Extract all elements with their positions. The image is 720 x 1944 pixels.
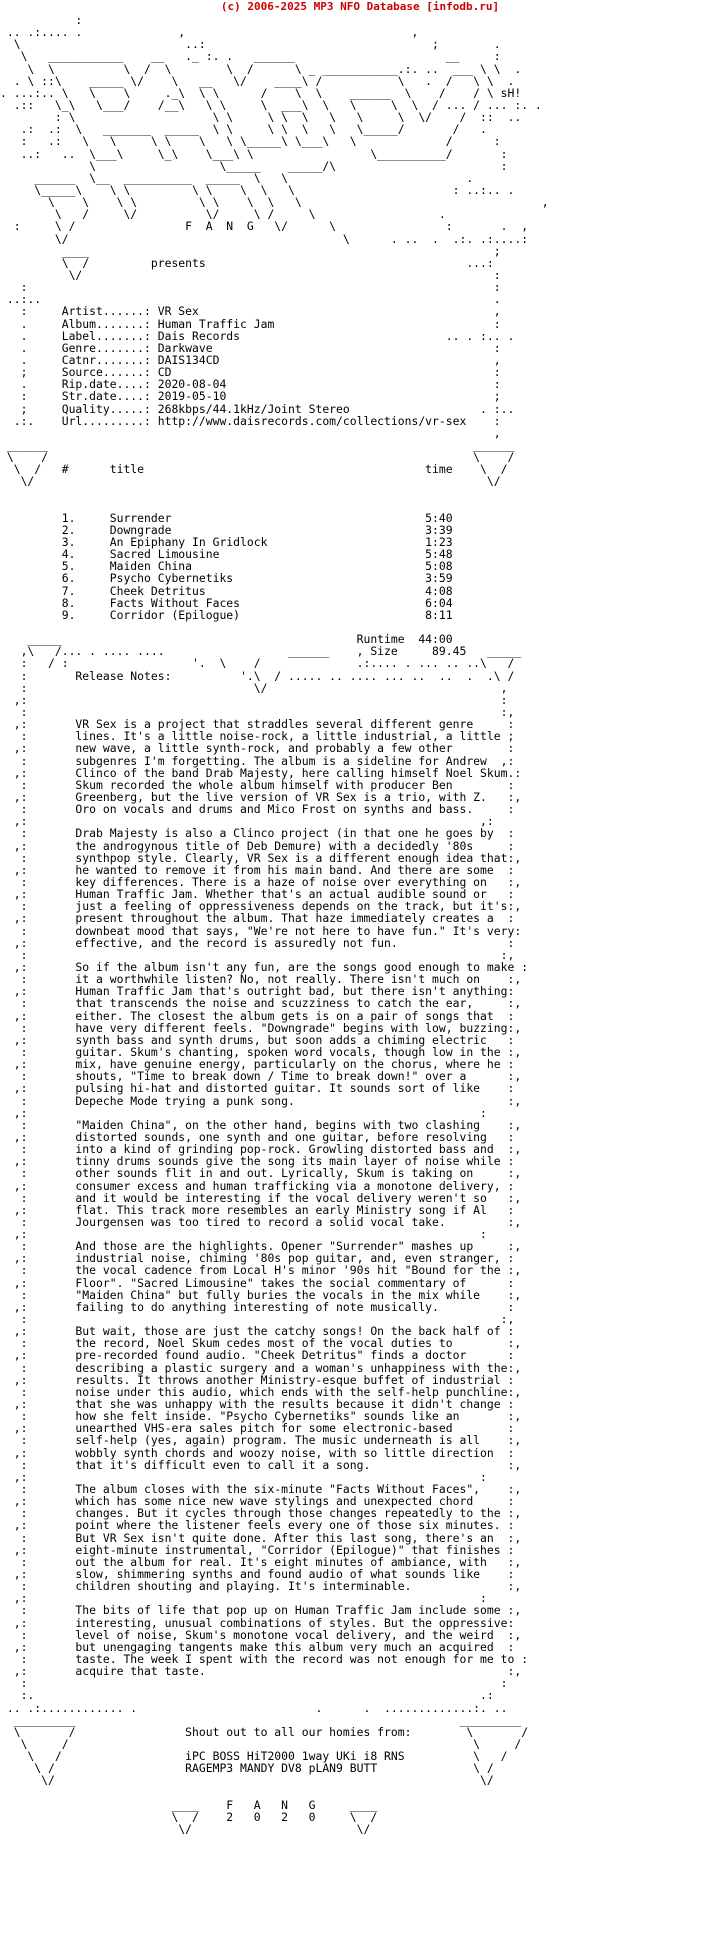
site-header[interactable]: (c) 2006-2025 MP3 NFO Database [infodb.ru]	[220, 0, 500, 13]
nfo-text: : .. .:.... . , , \ ..: ; . \ ___________ __ ._ :. . ______ __ : \ \ \ / \ \ / \ _ ___________.:. .. ___ \ \ . . \ ::\ _____ \/ \ __ \/ ____\ / \ . / \ \ . . ...:.. \ \ \ ._\ \ \ / \ \ ______ \ / / \ sH! .:: \_\ \___/ /__\ \ \ \ ___\ \ \ \ \ / ... / ... :. . : \ \ \ \ \ \ \ \ \ \/ / :: .. .: .: \ _______ _____ \ \ \ \ \ \ \_____/ / . : .: \ \ \ \ \ \ \_____\ \___\ \ / : ..: .. \___\ \_\ \___\ \ \__________/ : \ \_____ _____/\ : ______ \__ __________ _____ \ \ . \_____\ \ \ \ \ \ \ \ : ..:.. . \ \ \ \ \ \ \ \ \ , \ / \/ \/ \ / \ . : \ / F A N G \/ \ : . , \/ \ . .. . .:. .:....: ____ ; \ / presents ...: \/ : : : ..:.. . : Artist......: VR Sex , . Album.......: Human Traffic Jam : . Label.......: Dais Records .. . :.. . . Genre.......: Darkwave : . Catnr.......: DAIS134CD , ; Source......: CD : . Rip.date....: 2020-08-04 : : Str.date....: 2019-05-10 ; ; Quality.....: 268kbps/44.1kHz/Joint Stereo . :.. .:. Url.........: http://www.daisrecords.com/collections/vr-sex : , ______ ______ \ / \ / \ / # title time \ / \/ \/ 1. Surrender 5:40 2. Downgrade 3:39 3. An Epiphany In Gridlock 1:23 4. Sacred Limousine 5:48 5. Maiden China 5:08 6. Psycho Cybernetiks 3:59 7. Cheek Detritus 4:08 8. Facts Without Faces 6:04 9. Corridor (Epilogue) 8:11 _____ Runtime 44:00 ,\ /... . .... .... ______ , Size 89.45 _____ : / : '. \ / .:.... . ... .. ..\ / : Release Notes: '.\ / ..... .. .... ... .. .. . .\ / : \/ , ,: : : :, ,: VR Sex is a project that straddles several different genre : : lines. It's a little noise-rock, a little industrial, a little ; ,: new wave, a little synth-rock, and probably a few other : : subgenres I'm forgetting. The album is a sideline for Andrew ,: ,: Clinco of the band Drab Majesty, here calling himself Noel Skum.: : Skum recorded the whole album himself with producer Ben : ,: Greenberg, but the live version of VR Sex is a trio, with Z. :, : Oro on vocals and drums and Mico Frost on synths and bass. : ,: ,: : Drab Majesty is also a Clinco project (in that one he goes by : ,: the androgynous title of Deb Demure) with a decidedly '80s : : synthpop style. Clearly, VR Sex is a different enough idea that:, ,: he wanted to remove it from his main band. And there are some : : key differences. There is a haze of noise over everything on :, ,: Human Traffic Jam. Whether that's an actual audible sound or : : just a feeling of oppressiveness depends on the track, but it's:, ,: present throughout the album. That haze immediately creates a : : downbeat mood that says, "We're not here to have fun." It's very: ,: effective, and the record is assuredly not fun. : : :, ,: So if the album isn't any fun, are the songs good enough to make : : it a worthwhile listen? No, not really. There isn't much on :, ,: Human Traffic Jam that's outright bad, but there isn't anything: : that transcends the noise and scuzziness to catch the ear, :, ,: either. The closest the album gets is on a pair of songs that : : have very different feels. "Downgrade" begins with low, buzzing:, ,: synth bass and synth drums, but soon adds a chiming electric : : guitar. Skum's chanting, spoken word vocals, though low in the :, ,: mix, have genuine energy, particularly on the chorus, where he : : shouts, "Time to break down / Time to break down!" over a :, ,: pulsing hi-hat and distorted guitar. It sounds sort of like : : Depeche Mode trying a punk song. :, ,: : : "Maiden China", on the other hand, begins with two clashing :, ,: distorted sounds, one synth and one guitar, before resolving : : into a kind of grinding pop-rock. Growling distorted bass and :, ,: tinny drums sounds give the song its main layer of noise while : : other sounds flit in and out. Lyrically, Skum is taking on :, ,: consumer excess and human trafficking via a monotone delivery, : : and it would be interesting if the vocal delivery weren't so :, ,: flat. This track more resembles an early Ministry song if Al : : Jourgensen was too tired to record a solid vocal take. :, ,: : : And those are the highlights. Opener "Surrender" mashes up :, ,: industrial noise, chiming '80s pop guitar, and, even stranger, : : the vocal cadence from Local H's minor '90s hit "Bound for the :, ,: Floor". "Sacred Limousine" takes the social commentary of : : "Maiden China" but fully buries the vocals in the mix while :, ,: failing to do anything interesting of note musically. : : :, ,: But wait, those are just the catchy songs! On the back half of : : the record, Noel Skum cedes most of the vocal duties to :, ,: pre-recorded found audio. "Cheek Detritus" finds a doctor : : describing a plastic surgery and a woman's unhappiness with the:, ,: results. It throws another Ministry-esque buffet of industrial : : noise under this audio, which ends with the self-help punchline:, ,: that she was unhappy with the results because it didn't change : : how she felt inside. "Psycho Cybernetiks" sounds like an :, ,: unearthed VHS-era sales pitch for some electronic-based : : self-help (yes, again) program. The music underneath is all :, ,: wobbly synth chords and woozy noise, with so little direction : : that it's difficult even to call it a song. :, ,: : : The album closes with the six-minute "Facts Without Faces", :, ,: which has some nice new wave stylings and unexpected chord : : changes. But it cycles through those changes repeatedly to the :, ,: point where the listener feels every one of those six minutes. : : But VR Sex isn't quite done. After this last song, there's an :, ,: eight-minute instrumental, "Corridor (Epilogue)" that finishes : : out the album for real. It's eight minutes of ambiance, with :, ,: slow, shimmering synths and found audio of what sounds like : : children shouting and playing. It's interminable. :, ,: : : The bits of life that pop up on Human Traffic Jam include some :, ,: interesting, unusual combinations of styles. But the oppressive: : level of noise, Skum's monotone vocal delivery, and the weird :, ,: but unengaging tangents make this album very much an acquired : : taste. The week I spent with the record was not enough for me to : ,: acquire that taste. :, : : :. .: .. .:............ . . . .............:. .. _________ _________ \ / Shout out to all our homies from: \ / \ / \ / \ / iPC BOSS HiT2000 1way UKi i8 RNS \ / \ / RAGEMP3 MANDY DV8 pLAN9 BUTT \ / \/ \/ ____ F A N G ____ \ / 2 0 2 0 \ / \/ \/	[0, 13, 549, 1836]
